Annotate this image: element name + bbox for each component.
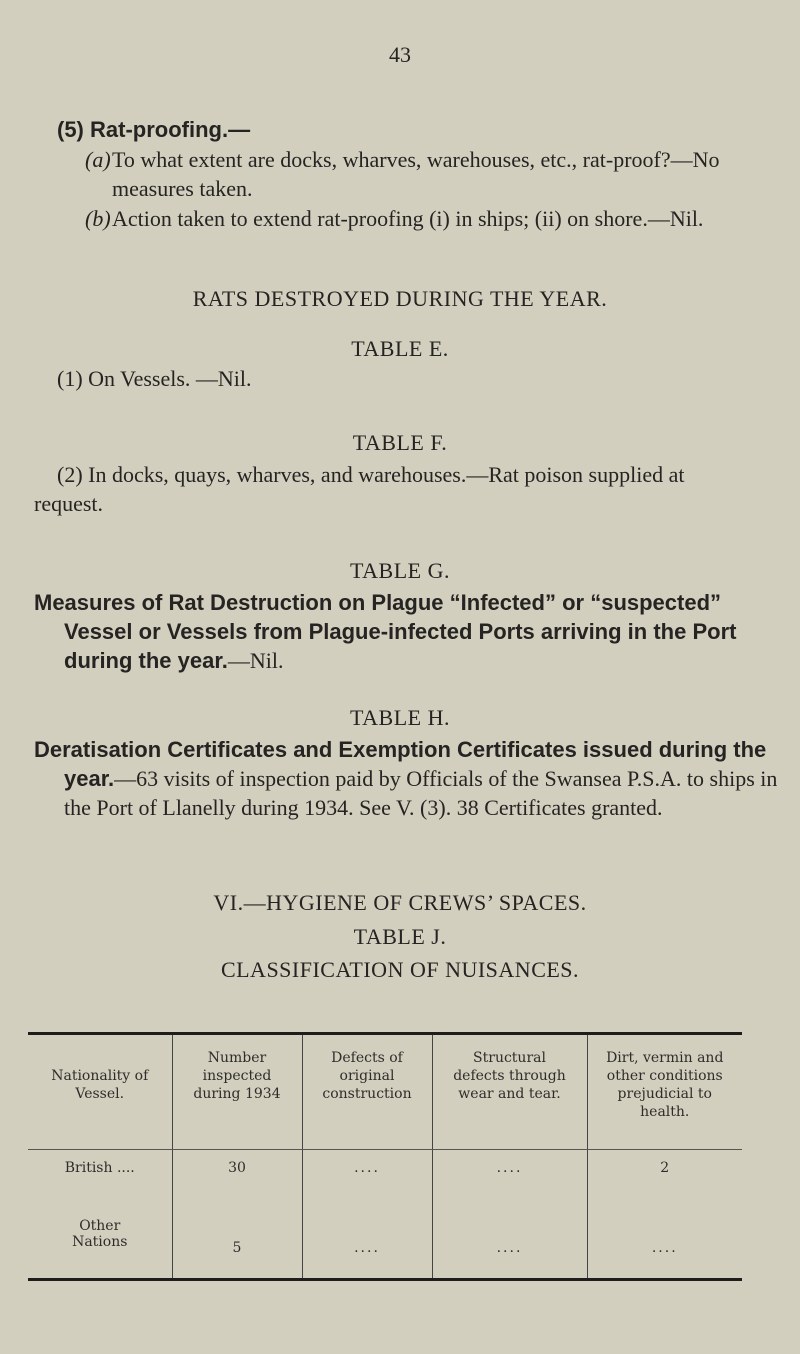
section6-heading: VI.—HYGIENE OF CREWS’ SPACES. <box>213 890 587 915</box>
row-other-number: 5 <box>172 1218 302 1280</box>
col-structural-defects: Structural defects through wear and tear. <box>432 1034 587 1150</box>
section5-item-a: (a)To what extent are docks, wharves, warehouses, etc., rat-proof?—No measures taken. <box>85 147 720 201</box>
table-row <box>28 1150 742 1219</box>
col-original-defects: Defects of original construction <box>302 1034 432 1150</box>
nuisances-table <box>28 1032 742 1281</box>
section5-item-b: (b)Action taken to extend rat-proofing (i) in ships; (ii) on shore.—Nil. <box>85 206 704 231</box>
row-british-original: .... <box>302 1150 432 1219</box>
col-dirt-vermin: Dirt, vermin and other conditions prejudicial to health. <box>587 1034 742 1150</box>
row-other-nationality: Other Nations <box>28 1218 172 1280</box>
col-number-inspected: Number inspected during 1934 <box>172 1034 302 1150</box>
table-header-row <box>28 1034 742 1150</box>
table-h-title: TABLE H. <box>349 705 450 730</box>
table-e-title: TABLE E. <box>351 336 449 361</box>
table-g-title: TABLE G. <box>349 558 450 583</box>
table-f-text: (2) In docks, quays, wharves, and warehouses.—Rat poison supplied at request. <box>34 462 685 516</box>
col-nationality: Nationality of Vessel. <box>28 1034 172 1150</box>
rats-heading: RATS DESTROYED DURING THE YEAR. <box>192 286 608 311</box>
page-number: 43 <box>389 42 411 67</box>
row-other-original: .... <box>302 1218 432 1280</box>
row-british-number: 30 <box>172 1150 302 1219</box>
row-british-structural: .... <box>432 1150 587 1219</box>
table-g-paragraph: Measures of Rat Destruction on Plague “Infected” or “suspected” Vessel or Vessels from Plague-infected Ports arriving in the Port during the year.—Nil. <box>34 590 737 673</box>
section5-heading: (5) Rat-proofing.— <box>57 117 251 142</box>
row-british-dirt: 2 <box>587 1150 742 1219</box>
table-h-paragraph: Deratisation Certificates and Exemption Certificates issued during the year.—63 visits of inspection paid by Officials of the Swansea P.S.A. to ships in the Port of Llanelly during 1934. See V. (3). 38 Certificates granted. <box>34 737 778 820</box>
table-row <box>28 1218 742 1280</box>
table-j-subtitle: CLASSIFICATION OF NUISANCES. <box>220 957 580 982</box>
table-e-text: (1) On Vessels. —Nil. <box>57 366 252 391</box>
table-j-title: TABLE J. <box>353 924 447 949</box>
row-other-dirt: .... <box>587 1218 742 1280</box>
table-f-title: TABLE F. <box>352 430 448 455</box>
row-other-structural: .... <box>432 1218 587 1280</box>
row-british-nationality: British .... <box>64 1160 135 1176</box>
